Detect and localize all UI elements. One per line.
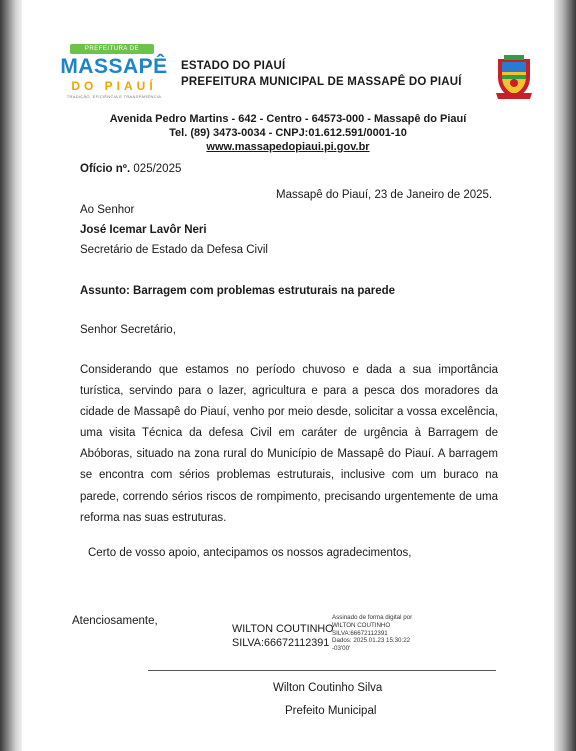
photo-edge-left bbox=[0, 0, 22, 751]
closing: Atenciosamente, bbox=[72, 615, 158, 627]
letter-page bbox=[22, 0, 554, 751]
signer-line-2: SILVA:66672112391 bbox=[232, 637, 330, 649]
signer-line-1: WILTON COUTINHO bbox=[232, 623, 334, 635]
logo-subtitle: DO PIAUÍ bbox=[71, 79, 157, 93]
logo-name: MASSAPÊ bbox=[60, 55, 168, 78]
digital-signature-name bbox=[232, 622, 334, 650]
digital-line: WILTON COUTINHO bbox=[332, 621, 391, 629]
digital-line: -03'00' bbox=[332, 645, 351, 653]
address-line: Avenida Pedro Martins - 642 - Centro - 64573-000 - Massapê do Piauí bbox=[109, 113, 467, 125]
digital-line: Assinado de forma digital por bbox=[332, 614, 413, 621]
oficio-number: 025/2025 bbox=[130, 163, 182, 175]
state-heading: ESTADO DO PIAUÍ bbox=[181, 60, 286, 72]
greeting: Senhor Secretário, bbox=[80, 324, 176, 336]
prefeitura-heading: PREFEITURA MUNICIPAL DE MASSAPÊ DO PIAUÍ bbox=[181, 76, 462, 88]
oficio-label: Ofício nº. bbox=[80, 163, 131, 175]
digital-line: Dados: 2025.01.23 15:30:22 bbox=[332, 637, 411, 645]
signer-name: Wilton Coutinho Silva bbox=[273, 682, 383, 694]
photo-edge-right bbox=[554, 0, 576, 751]
signer-role: Prefeito Municipal bbox=[285, 705, 377, 717]
salutation-to: Ao Senhor bbox=[80, 204, 135, 216]
date-line: Massapê do Piauí, 23 de Janeiro de 2025. bbox=[276, 189, 493, 201]
thanks-line: Certo de vosso apoio, antecipamos os nossos agradecimentos, bbox=[88, 547, 412, 559]
letter-body: Considerando que estamos no período chuvoso e dada a sua importância turística, servindo para o lazer, agricultura e para a pesca dos moradores da cidade de Massapê do Piauí, venho por meio desde, solicitar a vossa excelência, uma visita Técnica da defesa Civil em caráter de urgência à Barragem de Abóboras, situado na zona rural do Município de Massapê do Piauí. A barragem se encontra com sérios problemas estruturais, inclusive com um buraco na parede, correndo sérios riscos de rompimento, precisando urgentemente de uma reforma nas suas estruturas. bbox=[80, 364, 498, 524]
contact-line: Tel. (89) 3473-0034 - CNPJ:01.612.591/0001-10 bbox=[169, 127, 407, 139]
digital-signature-details bbox=[332, 614, 412, 653]
municipality-logo bbox=[60, 44, 168, 104]
oficio-line bbox=[80, 163, 181, 175]
digital-line: SILVA:66672112391 bbox=[332, 629, 388, 637]
logo-tagline: TRADIÇÃO, EFICIÊNCIA E TRANSPARÊNCIA bbox=[66, 94, 162, 99]
recipient-title: Secretário de Estado da Defesa Civil bbox=[80, 244, 268, 256]
logo-prefeitura-label: PREFEITURA DE bbox=[70, 44, 154, 54]
signature-line bbox=[148, 670, 496, 671]
subject-line: Assunto: Barragem com problemas estruturais na parede bbox=[80, 285, 396, 297]
recipient-name: José Icemar Lavôr Neri bbox=[80, 224, 207, 236]
coat-of-arms-icon bbox=[494, 53, 534, 101]
website-link[interactable]: www.massapedopiaui.pi.gov.br bbox=[206, 141, 370, 153]
